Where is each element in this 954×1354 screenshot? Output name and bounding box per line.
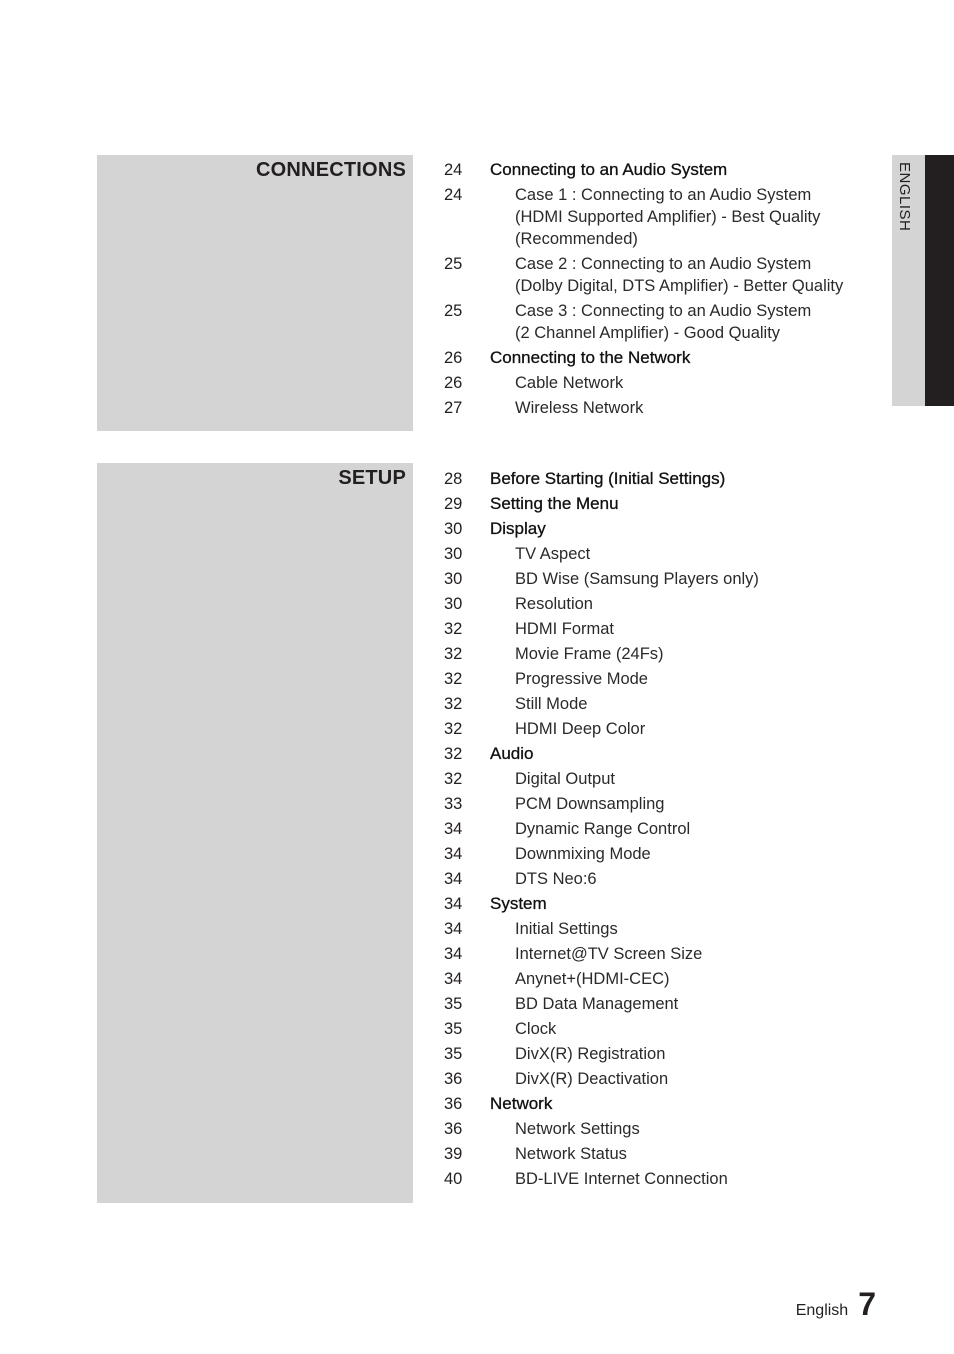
toc-sub-entry[interactable]	[444, 543, 864, 565]
toc-entry-text: HDMI Deep Color	[515, 720, 646, 738]
toc-entry-text: DivX(R) Registration	[515, 1045, 666, 1063]
toc-entry-text: BD Data Management	[515, 995, 679, 1013]
toc-sub-entry[interactable]	[444, 643, 864, 665]
toc-entry-text: Digital Output	[515, 770, 615, 788]
toc-page-number: 32	[444, 620, 463, 638]
toc-sub-entry[interactable]	[444, 968, 864, 990]
toc-sub-entry[interactable]	[444, 1043, 864, 1065]
toc-sub-entry[interactable]	[444, 184, 864, 250]
toc-page-number: 32	[444, 645, 463, 663]
toc-list-setup	[444, 468, 864, 1193]
toc-page-number: 40	[444, 1170, 463, 1188]
toc-list-connections	[444, 159, 864, 422]
toc-entry-text: DivX(R) Deactivation	[515, 1070, 669, 1088]
toc-entry-text: Case 1 : Connecting to an Audio System	[515, 186, 812, 204]
toc-page-number: 35	[444, 1045, 463, 1063]
section-box-connections	[97, 155, 413, 431]
toc-page-number: 34	[444, 845, 463, 863]
toc-page-number: 34	[444, 920, 463, 938]
toc-page-number: 39	[444, 1145, 463, 1163]
footer-language: English	[795, 1302, 849, 1319]
toc-entry-text: HDMI Format	[515, 620, 614, 638]
toc-heading-entry[interactable]	[444, 1093, 864, 1115]
toc-page-number: 30	[444, 570, 463, 588]
toc-page-number: 32	[444, 745, 463, 763]
toc-entry-text: Movie Frame (24Fs)	[515, 645, 664, 663]
toc-entry-text: Case 2 : Connecting to an Audio System	[515, 255, 812, 273]
toc-sub-entry[interactable]	[444, 818, 864, 840]
toc-entry-text: Progressive Mode	[515, 670, 648, 688]
toc-entry-text: Dynamic Range Control	[515, 820, 691, 838]
section-title-setup: SETUP	[338, 467, 406, 489]
language-tab-marker	[925, 155, 954, 406]
page-footer	[796, 1286, 876, 1323]
toc-entry-text: Anynet+(HDMI-CEC)	[515, 970, 670, 988]
toc-page-number: 30	[444, 520, 463, 538]
toc-sub-entry[interactable]	[444, 300, 864, 344]
toc-entry-text: Audio	[490, 744, 534, 763]
toc-page-number: 30	[444, 595, 463, 613]
toc-page-number: 24	[444, 186, 463, 204]
toc-sub-entry[interactable]	[444, 1168, 864, 1190]
toc-sub-entry[interactable]	[444, 372, 864, 394]
toc-page-number: 34	[444, 895, 463, 913]
toc-entry-text: Network Status	[515, 1145, 627, 1163]
toc-page-number: 27	[444, 399, 463, 417]
toc-entry-text: DTS Neo:6	[515, 870, 597, 888]
toc-page-number: 36	[444, 1070, 463, 1088]
toc-entry-text: Before Starting (Initial Settings)	[490, 469, 726, 488]
toc-sub-entry[interactable]	[444, 1143, 864, 1165]
toc-page-number: 32	[444, 670, 463, 688]
toc-heading-entry[interactable]	[444, 493, 864, 515]
toc-entry-text: Clock	[515, 1020, 557, 1038]
toc-entry-text: Connecting to the Network	[490, 348, 691, 367]
toc-page-number: 36	[444, 1120, 463, 1138]
toc-page-number: 34	[444, 970, 463, 988]
toc-sub-entry[interactable]	[444, 793, 864, 815]
toc-page-number: 26	[444, 374, 463, 392]
toc-sub-entry[interactable]	[444, 397, 864, 419]
toc-sub-entry[interactable]	[444, 1018, 864, 1040]
toc-entry-text: TV Aspect	[515, 545, 591, 563]
toc-heading-entry[interactable]	[444, 347, 864, 369]
toc-entry-text: BD-LIVE Internet Connection	[515, 1170, 728, 1188]
section-box-setup	[97, 463, 413, 1203]
toc-page-number: 33	[444, 795, 463, 813]
toc-entry-text: PCM Downsampling	[515, 795, 665, 813]
toc-page-number: 36	[444, 1095, 463, 1113]
toc-sub-entry[interactable]	[444, 993, 864, 1015]
toc-heading-entry[interactable]	[444, 468, 864, 490]
toc-page-number: 29	[444, 495, 463, 513]
toc-entry-text: (Recommended)	[515, 230, 638, 248]
toc-entry-text: Still Mode	[515, 695, 588, 713]
toc-sub-entry[interactable]	[444, 668, 864, 690]
toc-entry-text: Connecting to an Audio System	[490, 160, 728, 179]
toc-entry-text: System	[490, 894, 547, 913]
toc-page-number: 34	[444, 945, 463, 963]
toc-entry-text: Initial Settings	[515, 920, 618, 938]
toc-entry-text: Network	[490, 1094, 553, 1113]
toc-entry-text: Wireless Network	[515, 399, 644, 417]
toc-entry-text: Case 3 : Connecting to an Audio System	[515, 302, 812, 320]
toc-page-number: 25	[444, 302, 463, 320]
toc-entry-text: Setting the Menu	[490, 494, 619, 513]
toc-sub-entry[interactable]	[444, 1118, 864, 1140]
toc-entry-text: Cable Network	[515, 374, 624, 392]
toc-heading-entry[interactable]	[444, 893, 864, 915]
toc-sub-entry[interactable]	[444, 253, 864, 297]
toc-entry-text: (2 Channel Amplifier) - Good Quality	[515, 324, 781, 342]
toc-page-number: 35	[444, 995, 463, 1013]
toc-page-number: 26	[444, 349, 463, 367]
toc-heading-entry[interactable]	[444, 159, 864, 181]
toc-sub-entry[interactable]	[444, 693, 864, 715]
toc-sub-entry[interactable]	[444, 943, 864, 965]
toc-page-number: 25	[444, 255, 463, 273]
toc-sub-entry[interactable]	[444, 568, 864, 590]
toc-entry-text: Internet@TV Screen Size	[515, 945, 703, 963]
page-number: 7	[858, 1286, 876, 1322]
section-title-connections: CONNECTIONS	[256, 159, 406, 181]
toc-entry-text: Downmixing Mode	[515, 845, 651, 863]
toc-heading-entry[interactable]	[444, 518, 864, 540]
toc-sub-entry[interactable]	[444, 843, 864, 865]
toc-page-number: 34	[444, 820, 463, 838]
toc-entry-text: Resolution	[515, 595, 593, 613]
toc-page-number: 32	[444, 720, 463, 738]
toc-entry-text: Network Settings	[515, 1120, 640, 1138]
toc-page-number: 24	[444, 161, 463, 179]
toc-sub-entry[interactable]	[444, 918, 864, 940]
toc-sub-entry[interactable]	[444, 718, 864, 740]
toc-sub-entry[interactable]	[444, 768, 864, 790]
language-tab-label: ENGLISH	[896, 162, 913, 232]
toc-entry-text: (HDMI Supported Amplifier) - Best Quality	[515, 208, 821, 226]
toc-entry-text: (Dolby Digital, DTS Amplifier) - Better Quality	[515, 277, 844, 295]
toc-sub-entry[interactable]	[444, 868, 864, 890]
toc-page-number: 35	[444, 1020, 463, 1038]
toc-sub-entry[interactable]	[444, 593, 864, 615]
toc-entry-text: BD Wise (Samsung Players only)	[515, 570, 759, 588]
toc-sub-entry[interactable]	[444, 618, 864, 640]
toc-page-number: 32	[444, 695, 463, 713]
toc-page-number: 32	[444, 770, 463, 788]
toc-page-number: 28	[444, 470, 463, 488]
toc-entry-text: Display	[490, 519, 546, 538]
toc-sub-entry[interactable]	[444, 1068, 864, 1090]
toc-heading-entry[interactable]	[444, 743, 864, 765]
toc-page-number: 34	[444, 870, 463, 888]
toc-page-number: 30	[444, 545, 463, 563]
